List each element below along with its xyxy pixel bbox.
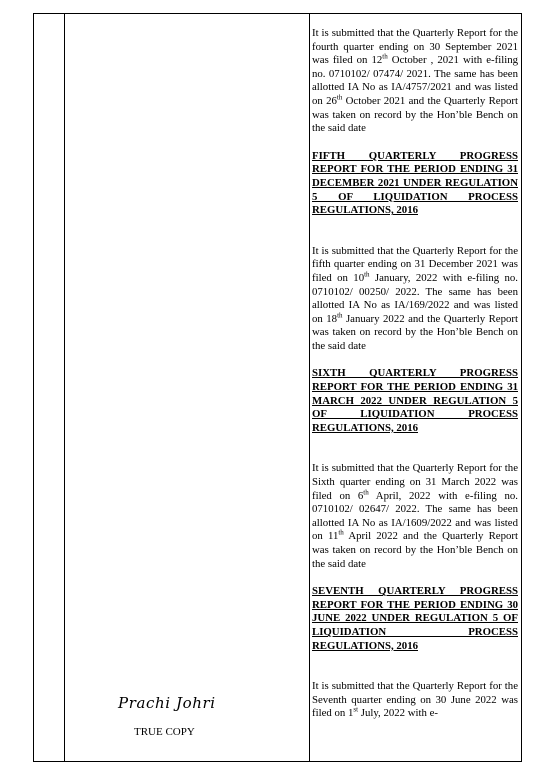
paragraph-text: It is submitted that the Quarterly Report for the Seventh quarter ending on 30 June 2022 was filed on 1 <box>312 680 518 720</box>
heading-fifth-quarterly-report: FIFTH QUARTERLY PROGRESS REPORT FOR THE PERIOD ENDING 31 DECEMBER 2021 UNDER REGULATION 5 OF LIQUIDATION PROCESS REGULATIONS, 2016 <box>312 149 518 217</box>
heading-seventh-quarterly-report: SEVENTH QUARTERLY PROGRESS REPORT FOR THE PERIOD ENDING 30 JUNE 2022 UNDER REGULATION 5 OF LIQUIDATION PROCESS REGULATIONS, 2016 <box>312 585 518 652</box>
content-column <box>312 27 518 721</box>
ordinal-superscript: th <box>336 93 343 102</box>
paragraph-text: It is submitted that the Quarterly Report for the fifth quarter ending on 31 December 2021 was filed on 10 <box>312 244 518 284</box>
ordinal-superscript: th <box>337 311 343 320</box>
paragraph-text: July, 2022 with e- <box>358 707 439 720</box>
table-border-left <box>33 13 34 761</box>
paragraph-text: April, 2022 with e-filing no. 0710102/ 02647/ 2022. The same has been allotted IA No as IA/1609/2022 and was listed on 11 <box>312 489 518 543</box>
table-border-right <box>521 13 522 761</box>
paragraph-text: It is submitted that the Quarterly Report for the Sixth quarter ending on 31 March 2022 was filed on 6 <box>312 462 518 502</box>
ordinal-superscript: st <box>353 705 359 714</box>
paragraph-text: October , 2021 with e-filing no. 0710102/ 07474/ 2021. The same has been allotted IA No as IA/4757/2021 and was listed on 26 <box>312 54 518 107</box>
table-column-divider-2 <box>309 13 310 761</box>
ordinal-superscript: th <box>338 528 344 537</box>
table-column-divider-1 <box>64 13 65 761</box>
ordinal-superscript: th <box>364 270 370 279</box>
heading-sixth-quarterly-report: SIXTH QUARTERLY PROGRESS REPORT FOR THE PERIOD ENDING 31 MARCH 2022 UNDER REGULATION 5 OF LIQUIDATION PROCESS REGULATIONS, 2016 <box>312 367 518 434</box>
signature-handwritten: Prachi Johri <box>118 694 216 712</box>
table-border-bottom <box>33 761 522 762</box>
paragraph-fourth-quarter <box>312 27 518 136</box>
ordinal-superscript: th <box>382 52 388 61</box>
paragraph-seventh-quarter <box>312 680 518 721</box>
paragraph-text: October 2021 and the Quarterly Report was taken on record by the Hon’ble Bench on the said date <box>312 94 518 135</box>
paragraph-text: January 2022 and the Quarterly Report was taken on record by the Hon’ble Bench on the said date <box>312 312 518 352</box>
true-copy-label: TRUE COPY <box>134 726 195 738</box>
ordinal-superscript: th <box>363 488 369 497</box>
paragraph-text: It is submitted that the Quarterly Report for the fourth quarter ending on 30 September 2021 was filed on 12 <box>312 27 518 67</box>
paragraph-text: January, 2022 with e-filing no. 0710102/ 00250/ 2022. The same has been allotted IA No as IA/169/2022 and was listed on 18 <box>312 271 519 325</box>
paragraph-fifth-quarter <box>312 245 518 354</box>
table-border-top <box>33 13 522 14</box>
paragraph-text: April 2022 and the Quarterly Report was taken on record by the Hon’ble Bench on the said date <box>312 530 518 570</box>
paragraph-sixth-quarter <box>312 462 518 571</box>
